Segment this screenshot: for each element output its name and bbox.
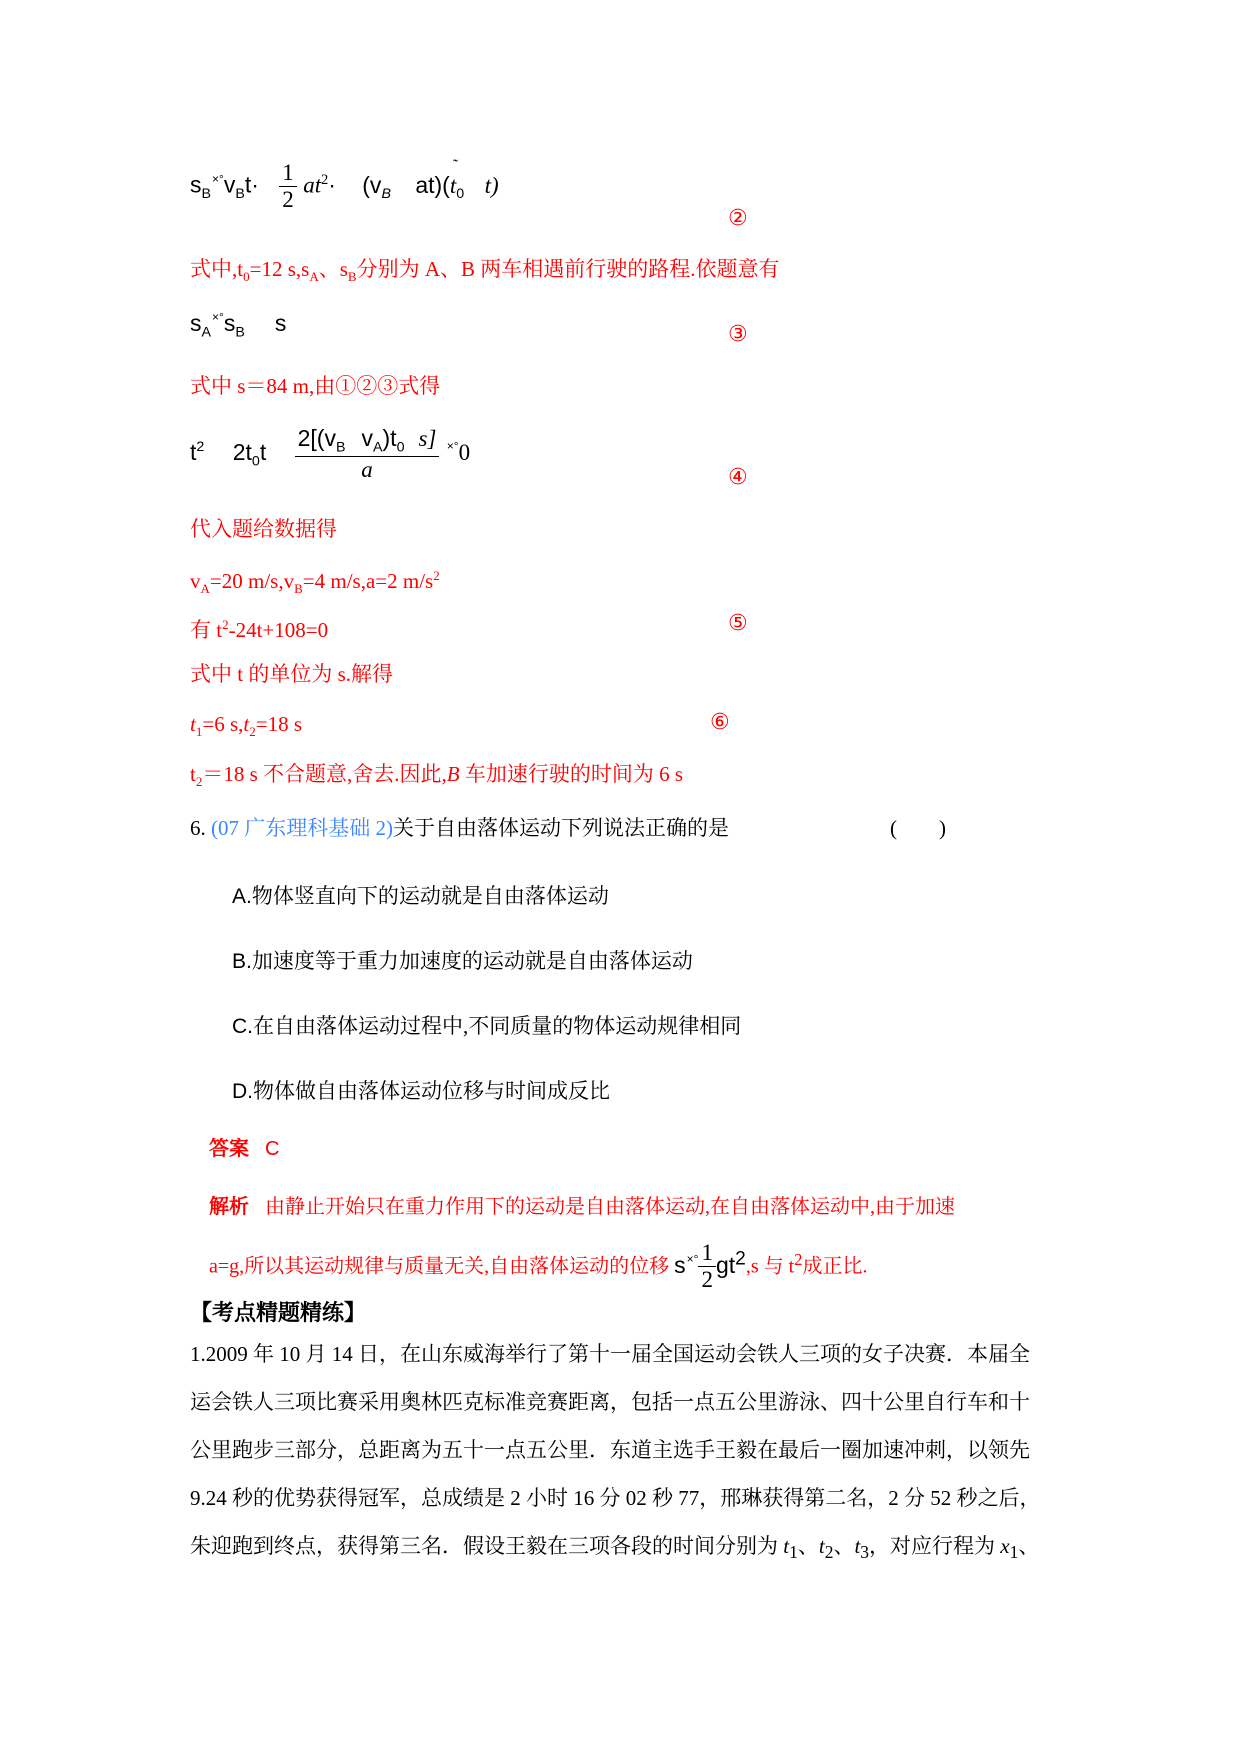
analysis-line-1: 解析 由静止开始只在重力作用下的运动是自由落体运动,在自由落体运动中,由于加速 xyxy=(209,1196,955,1218)
equation-2: $s_B^{\times^\circ}v_Bt\cdot$ $\frac{1}{2}$ $at^2\cdot (v_B$ at)( ˜ $t_0$ t) xyxy=(190,156,499,212)
equation-2-description: 式中$,t_0=12$ $s,s_A$、$s_B$分别为 A、B 两车相遇前行驶的路程.依题意有 xyxy=(190,257,780,285)
problem-1-line: 朱迎跑到终点，获得第三名．假设王毅在三项各段的时间分别为 $t_1$、$t_2$、$t_3$，对应行程为 $x_1$、 xyxy=(190,1534,1040,1563)
equation-number-2: ② xyxy=(728,206,748,231)
equation-3: $s_A^{\times^\circ}s_B$ s xyxy=(190,310,287,341)
solutions: $t_1=6$ $s,t_2=18$ s xyxy=(190,712,302,740)
problem-1 xyxy=(190,1330,1050,1576)
question-source: (07 广东理科基础 2) xyxy=(211,816,393,840)
answer-bracket: ( ) xyxy=(890,816,946,840)
equation-number-4: ④ xyxy=(728,465,748,490)
option-a: A.物体竖直向下的运动就是自由落体运动 xyxy=(232,884,609,908)
analysis-line-2: a=g,所以其运动规律与质量无关,自由落体运动的位移 s×° $\frac{1}{2}$ $gt^2,s$ 与 $t^2$成正比. xyxy=(209,1240,868,1292)
section-title: 【考点精题精练】 xyxy=(190,1301,367,1326)
conclusion: $t_2=18$ s 不合题意,舍去.因此,B 车加速行驶的时间为 6 s xyxy=(190,762,684,790)
equation-number-3: ③ xyxy=(728,322,748,347)
equation-number-5: ⑤ xyxy=(728,611,748,636)
option-d: D.物体做自由落体运动位移与时间成反比 xyxy=(232,1079,610,1103)
problem-1-line: 1.2009 年 10 月 14 日，在山东威海举行了第十一届全国运动会铁人三项的女子决赛．本届全 xyxy=(190,1342,1030,1366)
substitute-text: 代入题给数据得 xyxy=(190,517,337,541)
option-c: C.在自由落体运动过程中,不同质量的物体运动规律相同 xyxy=(232,1014,742,1038)
equation-3-description: 式中 s＝84 m,由①②③式得 xyxy=(190,374,441,398)
equation-number-6: ⑥ xyxy=(710,710,730,735)
option-b: B.加速度等于重力加速度的运动就是自由落体运动 xyxy=(232,949,693,973)
unit-text: 式中 t 的单位为 s.解得 xyxy=(190,662,394,686)
problem-1-line: 公里跑步三部分，总距离为五十一点五公里．东道主选手王毅在最后一圈加速冲刺，以领先 xyxy=(190,1438,1030,1462)
equation-4: $t^2$ $2t_0t$ $\frac{2[(v_B v_A)t_0 s]}{a}$ ×°0 xyxy=(190,425,471,482)
answer-line: 答案 C xyxy=(209,1138,280,1160)
problem-1-line: 9.24 秒的优势获得冠军，总成绩是 2 小时 16 分 02 秒 77，邢琳获得第二名，2 分 52 秒之后， xyxy=(190,1486,1041,1510)
problem-1-line: 运会铁人三项比赛采用奥林匹克标准竞赛距离，包括一点五公里游泳、四十公里自行车和十 xyxy=(190,1390,1030,1414)
quadratic-equation: 有 $t^2-24t+108=0$ xyxy=(190,617,329,642)
given-values: $v_A=20$ $m/s,v_B=4$ m/s,a=2 $m/s^2$ xyxy=(190,568,440,597)
question-6-stem: 6. (07 广东理科基础 2)关于自由落体运动下列说法正确的是 xyxy=(190,816,729,840)
